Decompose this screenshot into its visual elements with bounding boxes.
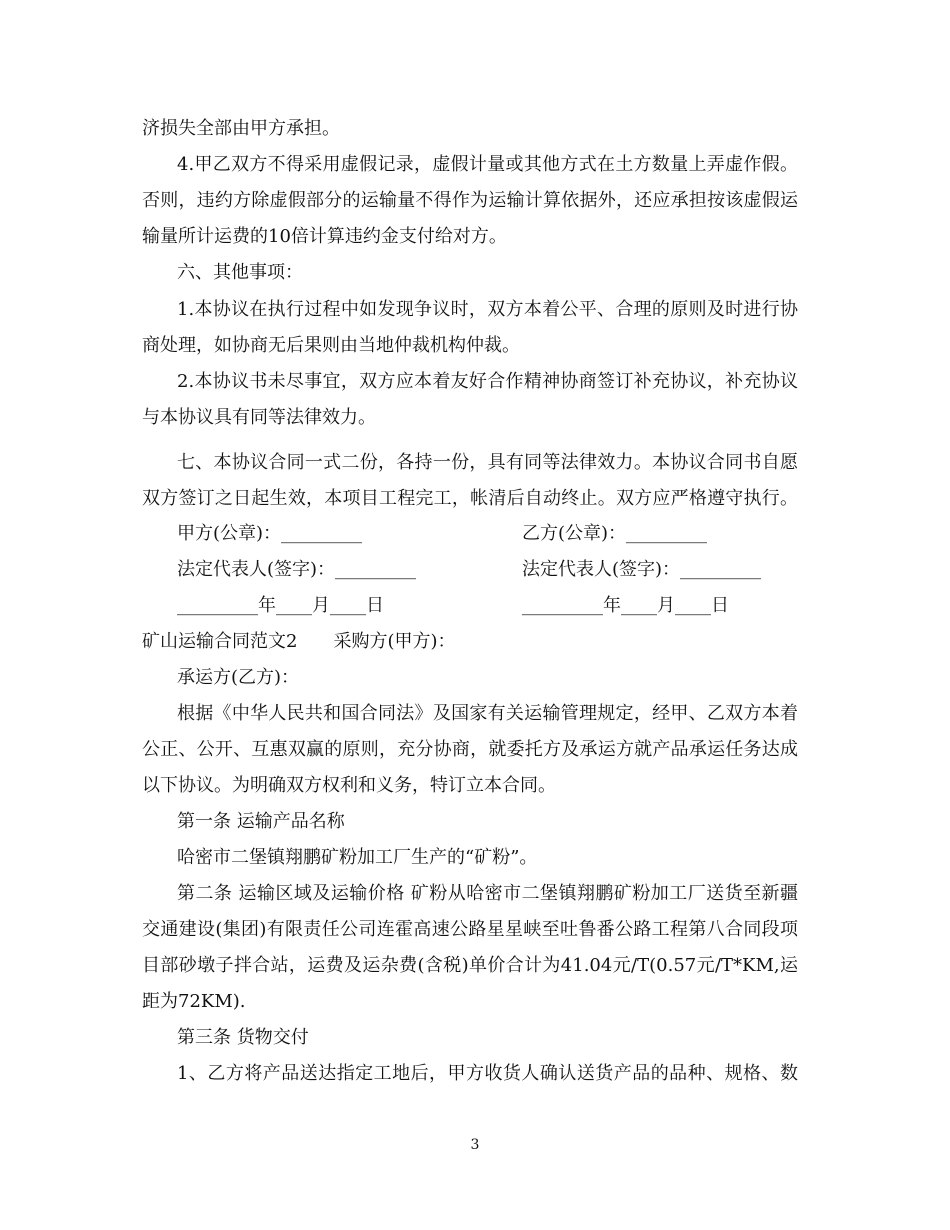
section-heading: 六、其他事项： [177,262,303,283]
article-heading: 第一条 运输产品名称 [177,811,345,832]
contract-title-line: 矿山运输合同范文2 采购方(甲方)： [142,631,456,652]
paragraph-line: 4.甲乙双方不得采用虚假记录，虚假计量或其他方式在土方数量上弄虚作假。 [177,154,798,175]
party-b-date-field: _________年____月____日 [522,595,729,616]
party-b-seal-field: 乙方(公章)：_________ [522,523,708,544]
paragraph-line: 双方签订之日起生效，本项目工程完工，帐清后自动终止。双方应严格遵守执行。 [142,488,798,509]
paragraph-line: 距为72KM). [142,991,246,1012]
paragraph-line: 2.本协议书未尽事宜，双方应本着友好合作精神协商签订补充协议，补充协议 [177,371,798,392]
party-b-representative-field: 法定代表人(签字)：_________ [522,559,762,580]
paragraph-line: 公正、公开、互惠双赢的原则，充分协商，就委托方及承运方就产品承运任务达成 [142,739,798,760]
carrier-party-line: 承运方(乙方)： [177,667,300,688]
paragraph-line: 哈密市二堡镇翔鹏矿粉加工厂生产的“矿粉”。 [177,847,538,868]
article-heading: 第三条 货物交付 [177,1027,309,1048]
paragraph-line: 济损失全部由甲方承担。 [142,118,340,139]
paragraph-line: 七、本协议合同一式二份，各持一份，具有同等法律效力。本协议合同书自愿 [177,452,798,473]
paragraph-line: 商处理，如协商无后果则由当地仲裁机构仲裁。 [142,335,520,356]
paragraph-line: 1.本协议在执行过程中如发现争议时，双方本着公平、合理的原则及时进行协 [177,299,798,320]
paragraph-line: 目部砂墩子拌合站，运费及运杂费(含税)单价合计为41.04元/T(0.57元/T*KM,运 [142,955,798,976]
paragraph-line: 第二条 运输区域及运输价格 矿粉从哈密市二堡镇翔鹏矿粉加工厂送货至新疆 [177,883,798,904]
paragraph-line: 以下协议。为明确双方权利和义务，特订立本合同。 [142,775,556,796]
paragraph-line: 输量所计运费的10倍计算违约金支付给对方。 [142,226,507,247]
paragraph-line: 根据《中华人民共和国合同法》及国家有关运输管理规定，经甲、乙双方本着 [177,703,798,724]
page-number: 3 [470,1137,480,1153]
party-a-representative-field: 法定代表人(签字)：_________ [177,559,417,580]
paragraph-line: 与本协议具有同等法律效力。 [142,407,376,428]
paragraph-line: 否则，违约方除虚假部分的运输量不得作为运输计算依据外，还应承担按该虚假运 [142,190,798,211]
paragraph-line: 1、乙方将产品送达指定工地后，甲方收货人确认送货产品的品种、规格、数 [177,1063,798,1084]
party-a-seal-field: 甲方(公章)：_________ [177,523,363,544]
paragraph-line: 交通建设(集团)有限责任公司连霍高速公路星星峡至吐鲁番公路工程第八合同段项 [142,919,798,940]
party-a-date-field: _________年____月____日 [177,595,384,616]
